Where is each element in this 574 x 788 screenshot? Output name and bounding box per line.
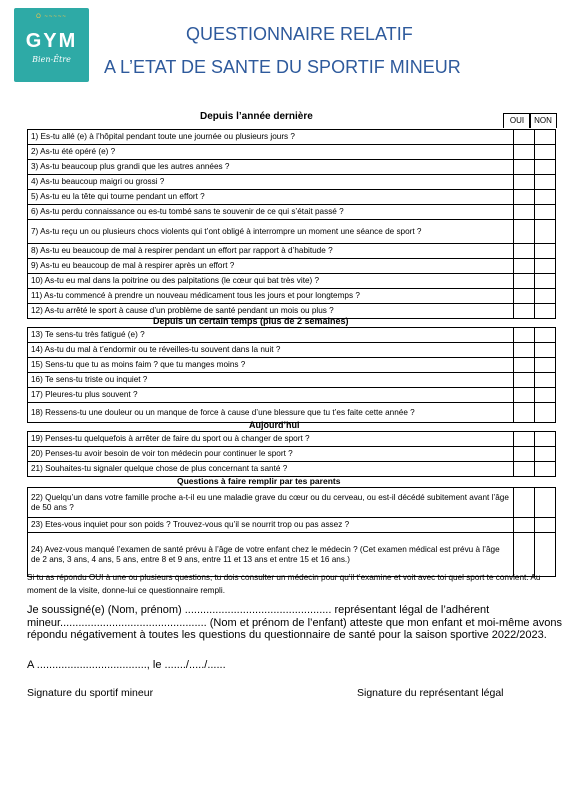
questions-table-section-4 xyxy=(27,487,556,577)
answer-non-checkbox[interactable] xyxy=(535,328,556,343)
question-row xyxy=(28,274,556,289)
document-title-line2: A L’ETAT DE SANTE DU SPORTIF MINEUR xyxy=(104,57,461,77)
answer-non-checkbox[interactable] xyxy=(535,403,556,423)
answer-oui-checkbox[interactable] xyxy=(514,432,535,447)
signature-minor-label: Signature du sportif mineur xyxy=(27,687,154,699)
question-text: 8) As-tu eu beaucoup de mal à respirer pendant un effort par rapport à d’habitude ? xyxy=(28,244,514,259)
answer-oui-checkbox[interactable] xyxy=(514,533,535,577)
question-row xyxy=(28,190,556,205)
question-row xyxy=(28,160,556,175)
answer-non-checkbox[interactable] xyxy=(535,145,556,160)
legal-declaration: Je soussigné(e) (Nom, prénom) ................................................ représentant légal de l’adhérent mineur................................................ (Nom et prénom de l’enfant) atteste que mon enfant et moi-même avons répondu négativement à toutes les questions du questionnaire de santé pour la saison sportive 2022/2023. xyxy=(27,604,562,641)
answer-oui-checkbox[interactable] xyxy=(514,488,535,518)
answer-non-checkbox[interactable] xyxy=(535,358,556,373)
question-row xyxy=(28,518,556,533)
question-text: 21) Souhaites-tu signaler quelque chose de plus concernant ta santé ? xyxy=(28,462,514,477)
answer-non-checkbox[interactable] xyxy=(535,130,556,145)
logo-tagline: Bien-Être xyxy=(32,55,71,64)
answer-oui-checkbox[interactable] xyxy=(514,343,535,358)
document-title-line1: QUESTIONNAIRE RELATIF xyxy=(186,24,413,44)
consult-doctor-note: Si tu as répondu OUI à une ou plusieurs questions, tu dois consulter un médecin pour qu’il t’examine et voit avec toi quel sport te convient. Au moment de la visite, donne-lui ce questionnaire rempli. xyxy=(27,573,541,595)
question-text: 16) Te sens-tu triste ou inquiet ? xyxy=(28,373,514,388)
answer-non-checkbox[interactable] xyxy=(535,462,556,477)
logo-top-mark: O ~~~~~ xyxy=(36,14,67,20)
question-text: 15) Sens-tu que tu as moins faim ? que tu manges moins ? xyxy=(28,358,514,373)
answer-non-checkbox[interactable] xyxy=(535,289,556,304)
section-heading-1: Depuis l’année dernière xyxy=(200,111,313,122)
question-text: 9) As-tu eu beaucoup de mal à respirer après un effort ? xyxy=(28,259,514,274)
question-row xyxy=(28,533,556,577)
question-row xyxy=(28,220,556,244)
question-row xyxy=(28,488,556,518)
answer-oui-checkbox[interactable] xyxy=(514,160,535,175)
question-text: 20) Penses-tu avoir besoin de voir ton médecin pour continuer le sport ? xyxy=(28,447,514,462)
question-text: 12) As-tu arrêté le sport à cause d’un problème de santé pendant un mois ou plus ? xyxy=(28,304,514,319)
question-row xyxy=(28,358,556,373)
question-text: 10) As-tu eu mal dans la poitrine ou des palpitations (le cœur qui bat très vite) ? xyxy=(28,274,514,289)
answer-non-checkbox[interactable] xyxy=(535,518,556,533)
answer-oui-checkbox[interactable] xyxy=(514,289,535,304)
question-text: 18) Ressens-tu une douleur ou un manque de force à cause d’une blessure que tu t’es faite cette année ? xyxy=(28,403,514,423)
answer-non-checkbox[interactable] xyxy=(535,160,556,175)
answer-non-checkbox[interactable] xyxy=(535,304,556,319)
answer-oui-checkbox[interactable] xyxy=(514,145,535,160)
question-row xyxy=(28,462,556,477)
question-row xyxy=(28,343,556,358)
answer-oui-checkbox[interactable] xyxy=(514,518,535,533)
gym-logo xyxy=(14,8,89,82)
answer-non-checkbox[interactable] xyxy=(535,343,556,358)
answer-oui-checkbox[interactable] xyxy=(514,373,535,388)
answer-oui-checkbox[interactable] xyxy=(514,358,535,373)
question-row xyxy=(28,145,556,160)
answer-oui-checkbox[interactable] xyxy=(514,205,535,220)
question-text: 14) As-tu du mal à t’endormir ou te réveilles-tu souvent dans la nuit ? xyxy=(28,343,514,358)
answer-oui-checkbox[interactable] xyxy=(514,220,535,244)
answer-oui-checkbox[interactable] xyxy=(514,175,535,190)
section-heading-4: Questions à faire remplir par tes parents xyxy=(177,476,341,486)
logo-name: GYM xyxy=(25,30,78,52)
answer-oui-checkbox[interactable] xyxy=(514,403,535,423)
question-row xyxy=(28,244,556,259)
answer-oui-checkbox[interactable] xyxy=(514,244,535,259)
answer-non-checkbox[interactable] xyxy=(535,244,556,259)
column-header-oui: OUI xyxy=(503,113,531,128)
questions-table-section-2 xyxy=(27,327,556,423)
question-text: 3) As-tu beaucoup plus grandi que les autres années ? xyxy=(28,160,514,175)
question-row xyxy=(28,259,556,274)
answer-non-checkbox[interactable] xyxy=(535,205,556,220)
question-row xyxy=(28,447,556,462)
question-text: 24) Avez-vous manqué l’examen de santé prévu à l’âge de votre enfant chez le médecin ? (Cet examen médical est prévu à l’âge de 2 ans, 3 ans, 4 ans, 5 ans, entre 8 et 9 ans, entre 11 et 13 ans et entre 15 et 16 ans.) xyxy=(28,533,514,577)
answer-oui-checkbox[interactable] xyxy=(514,447,535,462)
answer-non-checkbox[interactable] xyxy=(535,488,556,518)
answer-non-checkbox[interactable] xyxy=(535,373,556,388)
question-row xyxy=(28,328,556,343)
question-text: 19) Penses-tu quelquefois à arrêter de faire du sport ou à changer de sport ? xyxy=(28,432,514,447)
question-text: 1) Es-tu allé (e) à l’hôpital pendant toute une journée ou plusieurs jours ? xyxy=(28,130,514,145)
answer-non-checkbox[interactable] xyxy=(535,432,556,447)
answer-non-checkbox[interactable] xyxy=(535,190,556,205)
questions-table-section-3 xyxy=(27,431,556,477)
question-row xyxy=(28,205,556,220)
answer-oui-checkbox[interactable] xyxy=(514,328,535,343)
answer-oui-checkbox[interactable] xyxy=(514,388,535,403)
answer-non-checkbox[interactable] xyxy=(535,447,556,462)
answer-oui-checkbox[interactable] xyxy=(514,259,535,274)
answer-non-checkbox[interactable] xyxy=(535,533,556,577)
question-text: 11) As-tu commencé à prendre un nouveau médicament tous les jours et pour longtemps ? xyxy=(28,289,514,304)
question-text: 2) As-tu été opéré (e) ? xyxy=(28,145,514,160)
question-text: 6) As-tu perdu connaissance ou es-tu tombé sans te souvenir de ce qui s’était passé ? xyxy=(28,205,514,220)
answer-non-checkbox[interactable] xyxy=(535,259,556,274)
question-row xyxy=(28,289,556,304)
place-date-line: A ...................................., le ......./...../...... xyxy=(27,659,226,671)
answer-non-checkbox[interactable] xyxy=(535,388,556,403)
question-text: 7) As-tu reçu un ou plusieurs chocs violents qui t’ont obligé à interrompre un moment une séance de sport ? xyxy=(28,220,514,244)
question-row xyxy=(28,175,556,190)
question-text: 13) Te sens-tu très fatigué (e) ? xyxy=(28,328,514,343)
answer-oui-checkbox[interactable] xyxy=(514,462,535,477)
question-text: 22) Quelqu’un dans votre famille proche a-t-il eu une maladie grave du cœur ou du cerveau, ou est-il décédé subitement avant l’âge de 50 ans ? xyxy=(28,488,514,518)
answer-oui-checkbox[interactable] xyxy=(514,130,535,145)
answer-oui-checkbox[interactable] xyxy=(514,274,535,289)
answer-oui-checkbox[interactable] xyxy=(514,304,535,319)
column-header-non: NON xyxy=(529,113,557,128)
answer-non-checkbox[interactable] xyxy=(535,220,556,244)
answer-oui-checkbox[interactable] xyxy=(514,190,535,205)
question-text: 5) As-tu eu la tête qui tourne pendant un effort ? xyxy=(28,190,514,205)
questions-table-section-1 xyxy=(27,129,556,319)
question-row xyxy=(28,373,556,388)
question-text: 4) As-tu beaucoup maigri ou grossi ? xyxy=(28,175,514,190)
answer-non-checkbox[interactable] xyxy=(535,274,556,289)
question-row xyxy=(28,388,556,403)
question-text: 23) Etes-vous inquiet pour son poids ? Trouvez-vous qu’il se nourrit trop ou pas assez ? xyxy=(28,518,514,533)
section-heading-3: Aujourd’hui xyxy=(249,420,300,430)
question-row xyxy=(28,432,556,447)
question-text: 17) Pleures-tu plus souvent ? xyxy=(28,388,514,403)
answer-non-checkbox[interactable] xyxy=(535,175,556,190)
question-row xyxy=(28,130,556,145)
signature-guardian-label: Signature du représentant légal xyxy=(357,687,504,699)
section-heading-2: Depuis un certain temps (plus de 2 semaines) xyxy=(153,316,349,326)
